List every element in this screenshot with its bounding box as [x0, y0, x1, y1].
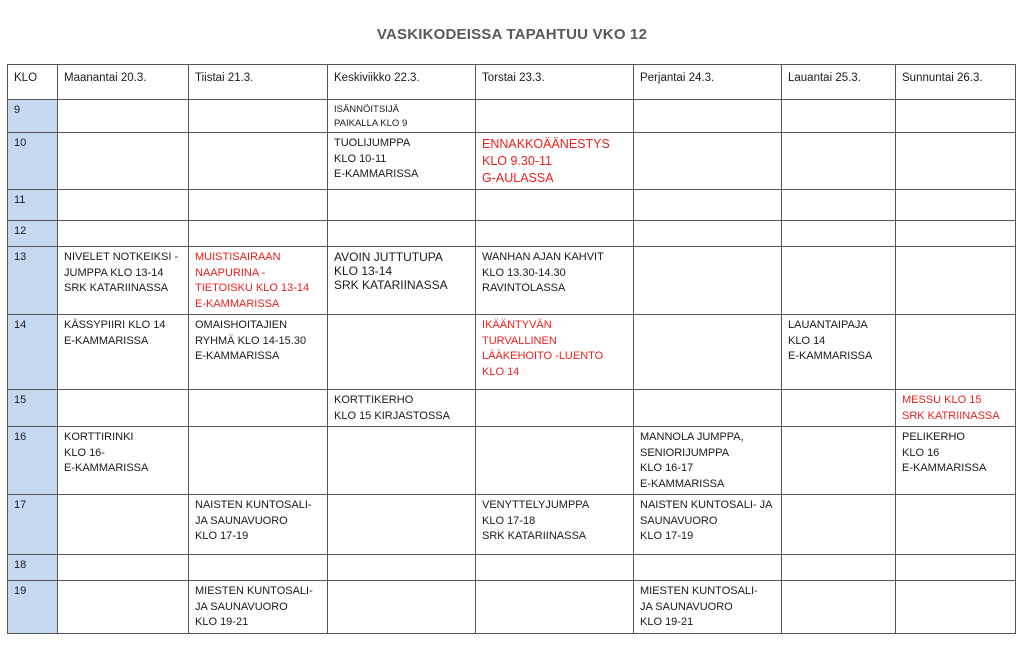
event-cell-wednesday: [328, 495, 476, 555]
event-text-line: E-KAMMARISSA: [902, 462, 987, 474]
event-cell-friday: [634, 495, 782, 555]
event-text-line: KLO 10-11: [334, 152, 387, 165]
event-cell-wednesday: [328, 190, 476, 221]
event-cell-sunday: [896, 133, 1016, 190]
event-cell-wednesday: [328, 221, 476, 247]
table-row: [8, 495, 1016, 555]
column-header-saturday: Lauantai 25.3.: [782, 65, 896, 100]
event-cell-monday: [58, 190, 189, 221]
event-text-line: SRK KATARIINASSA: [334, 278, 448, 292]
event-cell-tuesday: [189, 495, 328, 555]
event-cell-monday: [58, 221, 189, 247]
column-header-thursday: Torstai 23.3.: [476, 65, 634, 100]
hour-cell: 17: [8, 495, 58, 555]
event-text-line: KLO 19-21: [640, 616, 694, 628]
event-cell-thursday: [476, 495, 634, 555]
event-text-line: KLO 16: [902, 446, 940, 459]
event-text-line: SRK KATARIINASSA: [482, 530, 587, 542]
event-text-line: JUMPPA KLO 13-14: [64, 266, 164, 279]
event-cell-wednesday: [328, 100, 476, 133]
event-cell-monday: [58, 100, 189, 133]
event-cell-monday: [58, 495, 189, 555]
hour-cell: 15: [8, 390, 58, 427]
hour-cell: 13: [8, 247, 58, 315]
event-text-line: KLO 17-18: [482, 514, 536, 527]
event-text-line: RYHMÄ KLO 14-15.30: [195, 334, 307, 347]
event-cell-saturday: [782, 427, 896, 495]
event-cell-sunday: [896, 247, 1016, 315]
event-text-line: KLO 13-14: [334, 264, 393, 278]
event-text-line: G-AULASSA: [482, 171, 554, 185]
table-row: [8, 221, 1016, 247]
column-header-wednesday: Keskiviikko 22.3.: [328, 65, 476, 100]
hour-cell: 18: [8, 555, 58, 581]
event-text-line: SRK KATARIINASSA: [64, 282, 169, 294]
event-text-line: KORTTIKERHO: [334, 394, 414, 406]
event-text-line: MANNOLA JUMPPA,: [640, 431, 744, 443]
column-header-klo: KLO: [8, 65, 58, 100]
event-cell-tuesday: [189, 221, 328, 247]
event-cell-wednesday: [328, 133, 476, 190]
event-text-line: TIETOISKU KLO 13-14: [195, 282, 310, 294]
event-cell-tuesday: [189, 100, 328, 133]
table-row: [8, 100, 1016, 133]
event-text-line: KLO 15 KIRJASTOSSA: [334, 409, 450, 422]
event-text-line: KORTTIRINKI: [64, 431, 134, 443]
event-text-line: E-KAMMARISSA: [195, 297, 280, 310]
hour-cell: 9: [8, 100, 58, 133]
column-header-friday: Perjantai 24.3.: [634, 65, 782, 100]
event-cell-wednesday: [328, 555, 476, 581]
table-row: [8, 427, 1016, 495]
event-text-line: LAUANTAIPAJA: [788, 319, 868, 331]
event-cell-thursday: [476, 133, 634, 190]
table-row: [8, 555, 1016, 581]
event-text-line: E-KAMMARISSA: [64, 334, 149, 347]
event-text-line: NAAPURINA -: [195, 266, 266, 279]
event-text-line: MUISTISAIRAAN: [195, 251, 281, 263]
event-cell-thursday: [476, 390, 634, 427]
event-text-line: PELIKERHO: [902, 431, 965, 443]
event-cell-friday: [634, 247, 782, 315]
weekly-schedule-table: [7, 64, 1016, 634]
event-text-line: KLO 16-: [64, 446, 105, 459]
event-cell-friday: [634, 100, 782, 133]
event-cell-saturday: [782, 315, 896, 390]
event-text-line: AVOIN JUTTUTUPA: [334, 250, 443, 264]
event-cell-thursday: [476, 221, 634, 247]
event-cell-thursday: [476, 581, 634, 634]
event-text-line: WANHAN AJAN KAHVIT: [482, 251, 604, 263]
event-text-line: ENNAKKOÄÄNESTYS: [482, 137, 610, 151]
event-text-line: JA SAUNAVUORO: [195, 600, 288, 613]
event-cell-monday: [58, 247, 189, 315]
event-text-line: KLO 9.30-11: [482, 154, 552, 168]
hour-cell: 11: [8, 190, 58, 221]
table-row: [8, 315, 1016, 390]
column-header-sunday: Sunnuntai 26.3.: [896, 65, 1016, 100]
event-text-line: IKÄÄNTYVÄN: [482, 319, 552, 331]
event-cell-tuesday: [189, 390, 328, 427]
event-text-line: PAIKALLA KLO 9: [334, 117, 408, 129]
event-text-line: ISÄNNÖITSIJÄ: [334, 104, 399, 115]
event-text-line: SENIORIJUMPPA: [640, 446, 730, 459]
event-cell-friday: [634, 555, 782, 581]
event-text-line: KLO 14: [482, 365, 520, 378]
event-cell-sunday: [896, 581, 1016, 634]
event-cell-saturday: [782, 100, 896, 133]
hour-cell: 12: [8, 221, 58, 247]
event-cell-wednesday: [328, 315, 476, 390]
event-cell-tuesday: [189, 133, 328, 190]
event-text-line: NIVELET NOTKEIKSI -: [64, 251, 179, 263]
event-cell-friday: [634, 427, 782, 495]
event-text-line: KLO 13.30-14.30: [482, 266, 566, 279]
event-cell-friday: [634, 221, 782, 247]
event-cell-friday: [634, 190, 782, 221]
event-cell-monday: [58, 427, 189, 495]
event-cell-saturday: [782, 555, 896, 581]
event-text-line: KLO 17-19: [640, 530, 694, 542]
event-text-line: MIESTEN KUNTOSALI-: [640, 585, 758, 597]
event-cell-sunday: [896, 555, 1016, 581]
event-cell-thursday: [476, 315, 634, 390]
event-cell-monday: [58, 133, 189, 190]
event-cell-wednesday: [328, 247, 476, 315]
hour-cell: 19: [8, 581, 58, 634]
table-row: [8, 390, 1016, 427]
event-text-line: VENYTTELYJUMPPA: [482, 499, 590, 511]
event-text-line: E-KAMMARISSA: [640, 477, 725, 490]
event-cell-sunday: [896, 390, 1016, 427]
event-text-line: MESSU KLO 15: [902, 394, 982, 406]
event-cell-tuesday: [189, 427, 328, 495]
event-cell-thursday: [476, 100, 634, 133]
event-text-line: E-KAMMARISSA: [64, 462, 149, 474]
event-cell-friday: [634, 133, 782, 190]
event-cell-wednesday: [328, 581, 476, 634]
event-text-line: KLO 17-19: [195, 530, 249, 542]
event-cell-saturday: [782, 133, 896, 190]
hour-cell: 14: [8, 315, 58, 390]
table-row: [8, 133, 1016, 190]
event-cell-tuesday: [189, 190, 328, 221]
event-cell-wednesday: [328, 390, 476, 427]
event-text-line: OMAISHOITAJIEN: [195, 319, 288, 331]
event-text-line: SAUNAVUORO: [640, 514, 718, 527]
event-cell-monday: [58, 581, 189, 634]
event-text-line: RAVINTOLASSA: [482, 282, 566, 294]
event-text-line: KLO 16-17: [640, 462, 694, 474]
event-text-line: LÄÄKEHOITO -LUENTO: [482, 350, 604, 362]
event-cell-thursday: [476, 190, 634, 221]
event-cell-sunday: [896, 221, 1016, 247]
event-cell-thursday: [476, 555, 634, 581]
event-text-line: NAISTEN KUNTOSALI- JA: [640, 499, 773, 511]
schedule-body: [8, 100, 1016, 634]
event-text-line: E-KAMMARISSA: [334, 168, 419, 180]
event-cell-monday: [58, 390, 189, 427]
column-header-monday: Maanantai 20.3.: [58, 65, 189, 100]
event-cell-tuesday: [189, 315, 328, 390]
event-text-line: KLO 14: [788, 334, 826, 347]
event-cell-wednesday: [328, 427, 476, 495]
event-cell-sunday: [896, 190, 1016, 221]
event-text-line: KLO 19-21: [195, 616, 249, 628]
event-cell-monday: [58, 315, 189, 390]
event-cell-monday: [58, 555, 189, 581]
event-cell-sunday: [896, 100, 1016, 133]
event-cell-thursday: [476, 427, 634, 495]
event-cell-saturday: [782, 221, 896, 247]
event-text-line: E-KAMMARISSA: [788, 350, 873, 362]
event-cell-thursday: [476, 247, 634, 315]
event-cell-saturday: [782, 190, 896, 221]
event-cell-friday: [634, 315, 782, 390]
event-text-line: JA SAUNAVUORO: [640, 600, 733, 613]
event-text-line: SRK KATRIINASSA: [902, 409, 1000, 422]
column-header-tuesday: Tiistai 21.3.: [189, 65, 328, 100]
event-text-line: KÄSSYPIIRI KLO 14: [64, 319, 166, 331]
table-row: [8, 190, 1016, 221]
event-cell-friday: [634, 581, 782, 634]
hour-cell: 10: [8, 133, 58, 190]
event-cell-saturday: [782, 247, 896, 315]
event-text-line: MIESTEN KUNTOSALI-: [195, 585, 313, 597]
event-cell-saturday: [782, 495, 896, 555]
event-cell-saturday: [782, 581, 896, 634]
event-cell-friday: [634, 390, 782, 427]
event-cell-saturday: [782, 390, 896, 427]
event-cell-tuesday: [189, 581, 328, 634]
event-cell-sunday: [896, 495, 1016, 555]
event-text-line: TUOLIJUMPPA: [334, 137, 411, 149]
event-cell-tuesday: [189, 247, 328, 315]
event-cell-sunday: [896, 315, 1016, 390]
event-text-line: JA SAUNAVUORO: [195, 514, 288, 527]
event-text-line: NAISTEN KUNTOSALI-: [195, 499, 312, 511]
table-row: [8, 581, 1016, 634]
page-title: VASKIKODEISSA TAPAHTUU VKO 12: [376, 26, 648, 43]
event-cell-tuesday: [189, 555, 328, 581]
table-row: [8, 247, 1016, 315]
hour-cell: 16: [8, 427, 58, 495]
event-text-line: E-KAMMARISSA: [195, 350, 280, 362]
header-row: [8, 65, 1016, 100]
event-text-line: TURVALLINEN: [482, 334, 557, 347]
event-cell-sunday: [896, 427, 1016, 495]
